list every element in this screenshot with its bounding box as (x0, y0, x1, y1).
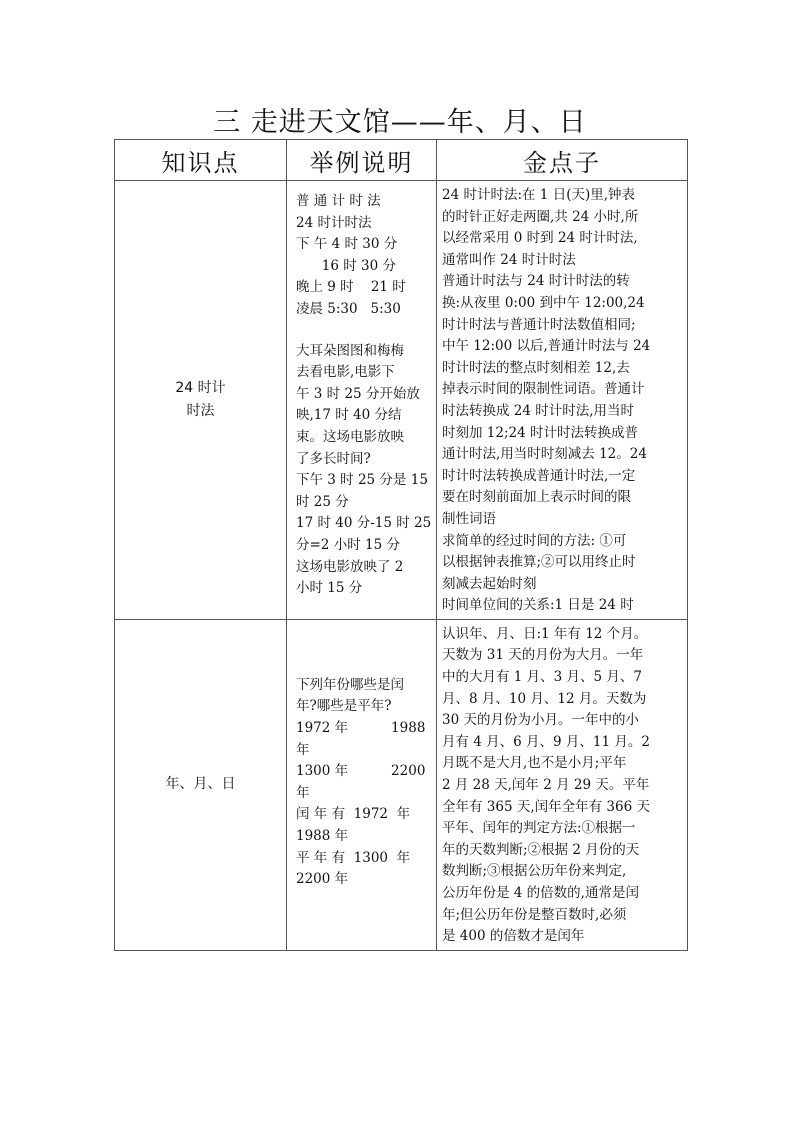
topic-label: 时法 (186, 402, 215, 419)
tip-line: 通计时法,用当时时刻减去 12。24 (442, 446, 647, 463)
tip-line: 刻减去起始时刻 (442, 575, 537, 592)
tip-line: 时计时法转换成普通计时法,一定 (442, 467, 636, 484)
tip-line: 时刻加 12;24 时计时法转换成普 (442, 424, 638, 441)
example-line: 下列年份哪些是闰 (296, 676, 404, 693)
tip-line: 月既不是大月,也不是小月;平年 (442, 755, 627, 772)
example-line: 17 时 40 分-15 时 25 (296, 515, 432, 532)
tip-line: 24 时计时法:在 1 日(天)里,钟表 (442, 187, 636, 203)
tip-cell (437, 619, 688, 950)
tip-line: 普通计时法与 24 时计时法的转 (442, 273, 630, 290)
tip-cell (437, 181, 688, 620)
tip-line: 的时针正好走两圈,共 24 小时,所 (442, 208, 639, 225)
tip-line: 是 400 的倍数才是闰年 (442, 928, 585, 945)
tip-line: 中午 12:00 以后,普通计时法与 24 (442, 338, 651, 355)
tip-line: 时间单位间的关系:1 日是 24 时 (442, 597, 634, 614)
topic-cell (115, 619, 287, 950)
topic-label: 24 时计 (175, 379, 226, 396)
example-line: 了多长时间? (296, 450, 371, 467)
tip-line: 30 天的月份为小月。一年中的小 (442, 712, 639, 729)
example-line: 平 年 有 1300 年 (296, 849, 411, 866)
tip-line: 以根据钟表推算;②可以用终止时 (442, 554, 636, 571)
tip-line: 时计时法的整点时刻相差 12,去 (442, 359, 630, 376)
tip-line: 掉表示时间的限制性词语。普通计 (442, 381, 645, 398)
tip-line: 认识年、月、日:1 年有 12 个月。 (442, 625, 648, 642)
tip-line: 制性词语 (442, 510, 496, 527)
header-tips: 金点子 (437, 140, 688, 181)
tip-line: 年;但公历年份是整百数时,必须 (442, 906, 627, 923)
example-line: 束。这场电影放映 (296, 428, 404, 445)
example-line: 映,17 时 40 分结 (296, 407, 402, 424)
tip-line: 求简单的经过时间的方法: ①可 (442, 532, 627, 549)
table-header-row (115, 140, 688, 181)
example-line: 去看电影,电影下 (296, 364, 395, 381)
example-line: 下 午 4 时 30 分 (296, 236, 398, 253)
topic-label: 年、月、日 (165, 776, 236, 793)
example-line: 24 时计时法 (296, 214, 372, 231)
tip-line: 通常叫作 24 时计时法 (442, 251, 576, 268)
tip-line: 时法转换成 24 时计时法,用当时 (442, 402, 635, 419)
tip-line: 年的天数判断;②根据 2 月份的天 (442, 841, 640, 858)
example-line: 分=2 小时 15 分 (296, 536, 400, 553)
example-cell (287, 181, 437, 620)
example-line: 年 (296, 784, 310, 801)
example-line: 1300 年 2200 (296, 763, 426, 780)
header-knowledge-point: 知识点 (115, 140, 287, 181)
page-title: 三 走进天文馆——年、月、日 (213, 107, 587, 138)
tip-line: 全年有 365 天,闰年全年有 366 天 (442, 798, 650, 815)
example-line: 这场电影放映了 2 (296, 558, 404, 575)
tip-line: 天数为 31 天的月份为大月。一年 (442, 647, 644, 664)
tip-line: 公历年份是 4 的倍数的,通常是闰 (442, 885, 639, 901)
example-line: 凌晨 5:30 5:30 (296, 300, 401, 317)
tip-line: 中的大月有 1 月、3 月、5 月、7 (442, 669, 643, 686)
example-line: 小时 15 分 (296, 580, 363, 597)
table-row (115, 619, 688, 950)
example-line: 1988 年 (296, 828, 349, 845)
example-line: 闰 年 有 1972 年 (296, 806, 411, 823)
example-line: 年 (296, 741, 310, 758)
example-line: 大耳朵图图和梅梅 (296, 342, 404, 359)
example-cell (287, 619, 437, 950)
tip-line: 月有 4 月、6 月、9 月、11 月。2 (442, 733, 650, 750)
knowledge-table (114, 139, 688, 951)
tip-line: 2 月 28 天,闰年 2 月 29 天。平年 (442, 777, 650, 794)
header-example: 举例说明 (287, 140, 437, 181)
tip-line: 时计时法与普通计时法数值相同; (442, 316, 636, 333)
example-line: 16 时 30 分 (296, 257, 396, 274)
topic-cell (115, 181, 287, 620)
example-line: 时 25 分 (296, 493, 349, 510)
table-row (115, 181, 688, 620)
tip-line: 以经常采用 0 时到 24 时计时法, (442, 230, 638, 247)
tip-line: 要在时刻前面加上表示时间的限 (442, 489, 631, 506)
example-line: 晚上 9 时 21 时 (296, 279, 406, 296)
tip-line: 数判断;③根据公历年份来判定, (442, 863, 627, 880)
tip-line: 平年、闰年的判定方法:①根据一 (442, 820, 636, 837)
example-line (296, 321, 430, 341)
example-line: 1972 年 1988 (296, 720, 426, 737)
example-line: 午 3 时 25 分开始放 (296, 385, 420, 402)
example-line: 下午 3 时 25 分是 15 (296, 472, 428, 489)
example-line: 年?哪些是平年? (296, 698, 392, 715)
example-line: 普 通 计 时 法 (296, 193, 381, 209)
tip-line: 换:从夜里 0:00 到中午 12:00,24 (442, 294, 645, 311)
tip-line: 月、8 月、10 月、12 月。天数为 (442, 690, 647, 707)
example-line: 2200 年 (296, 871, 349, 888)
